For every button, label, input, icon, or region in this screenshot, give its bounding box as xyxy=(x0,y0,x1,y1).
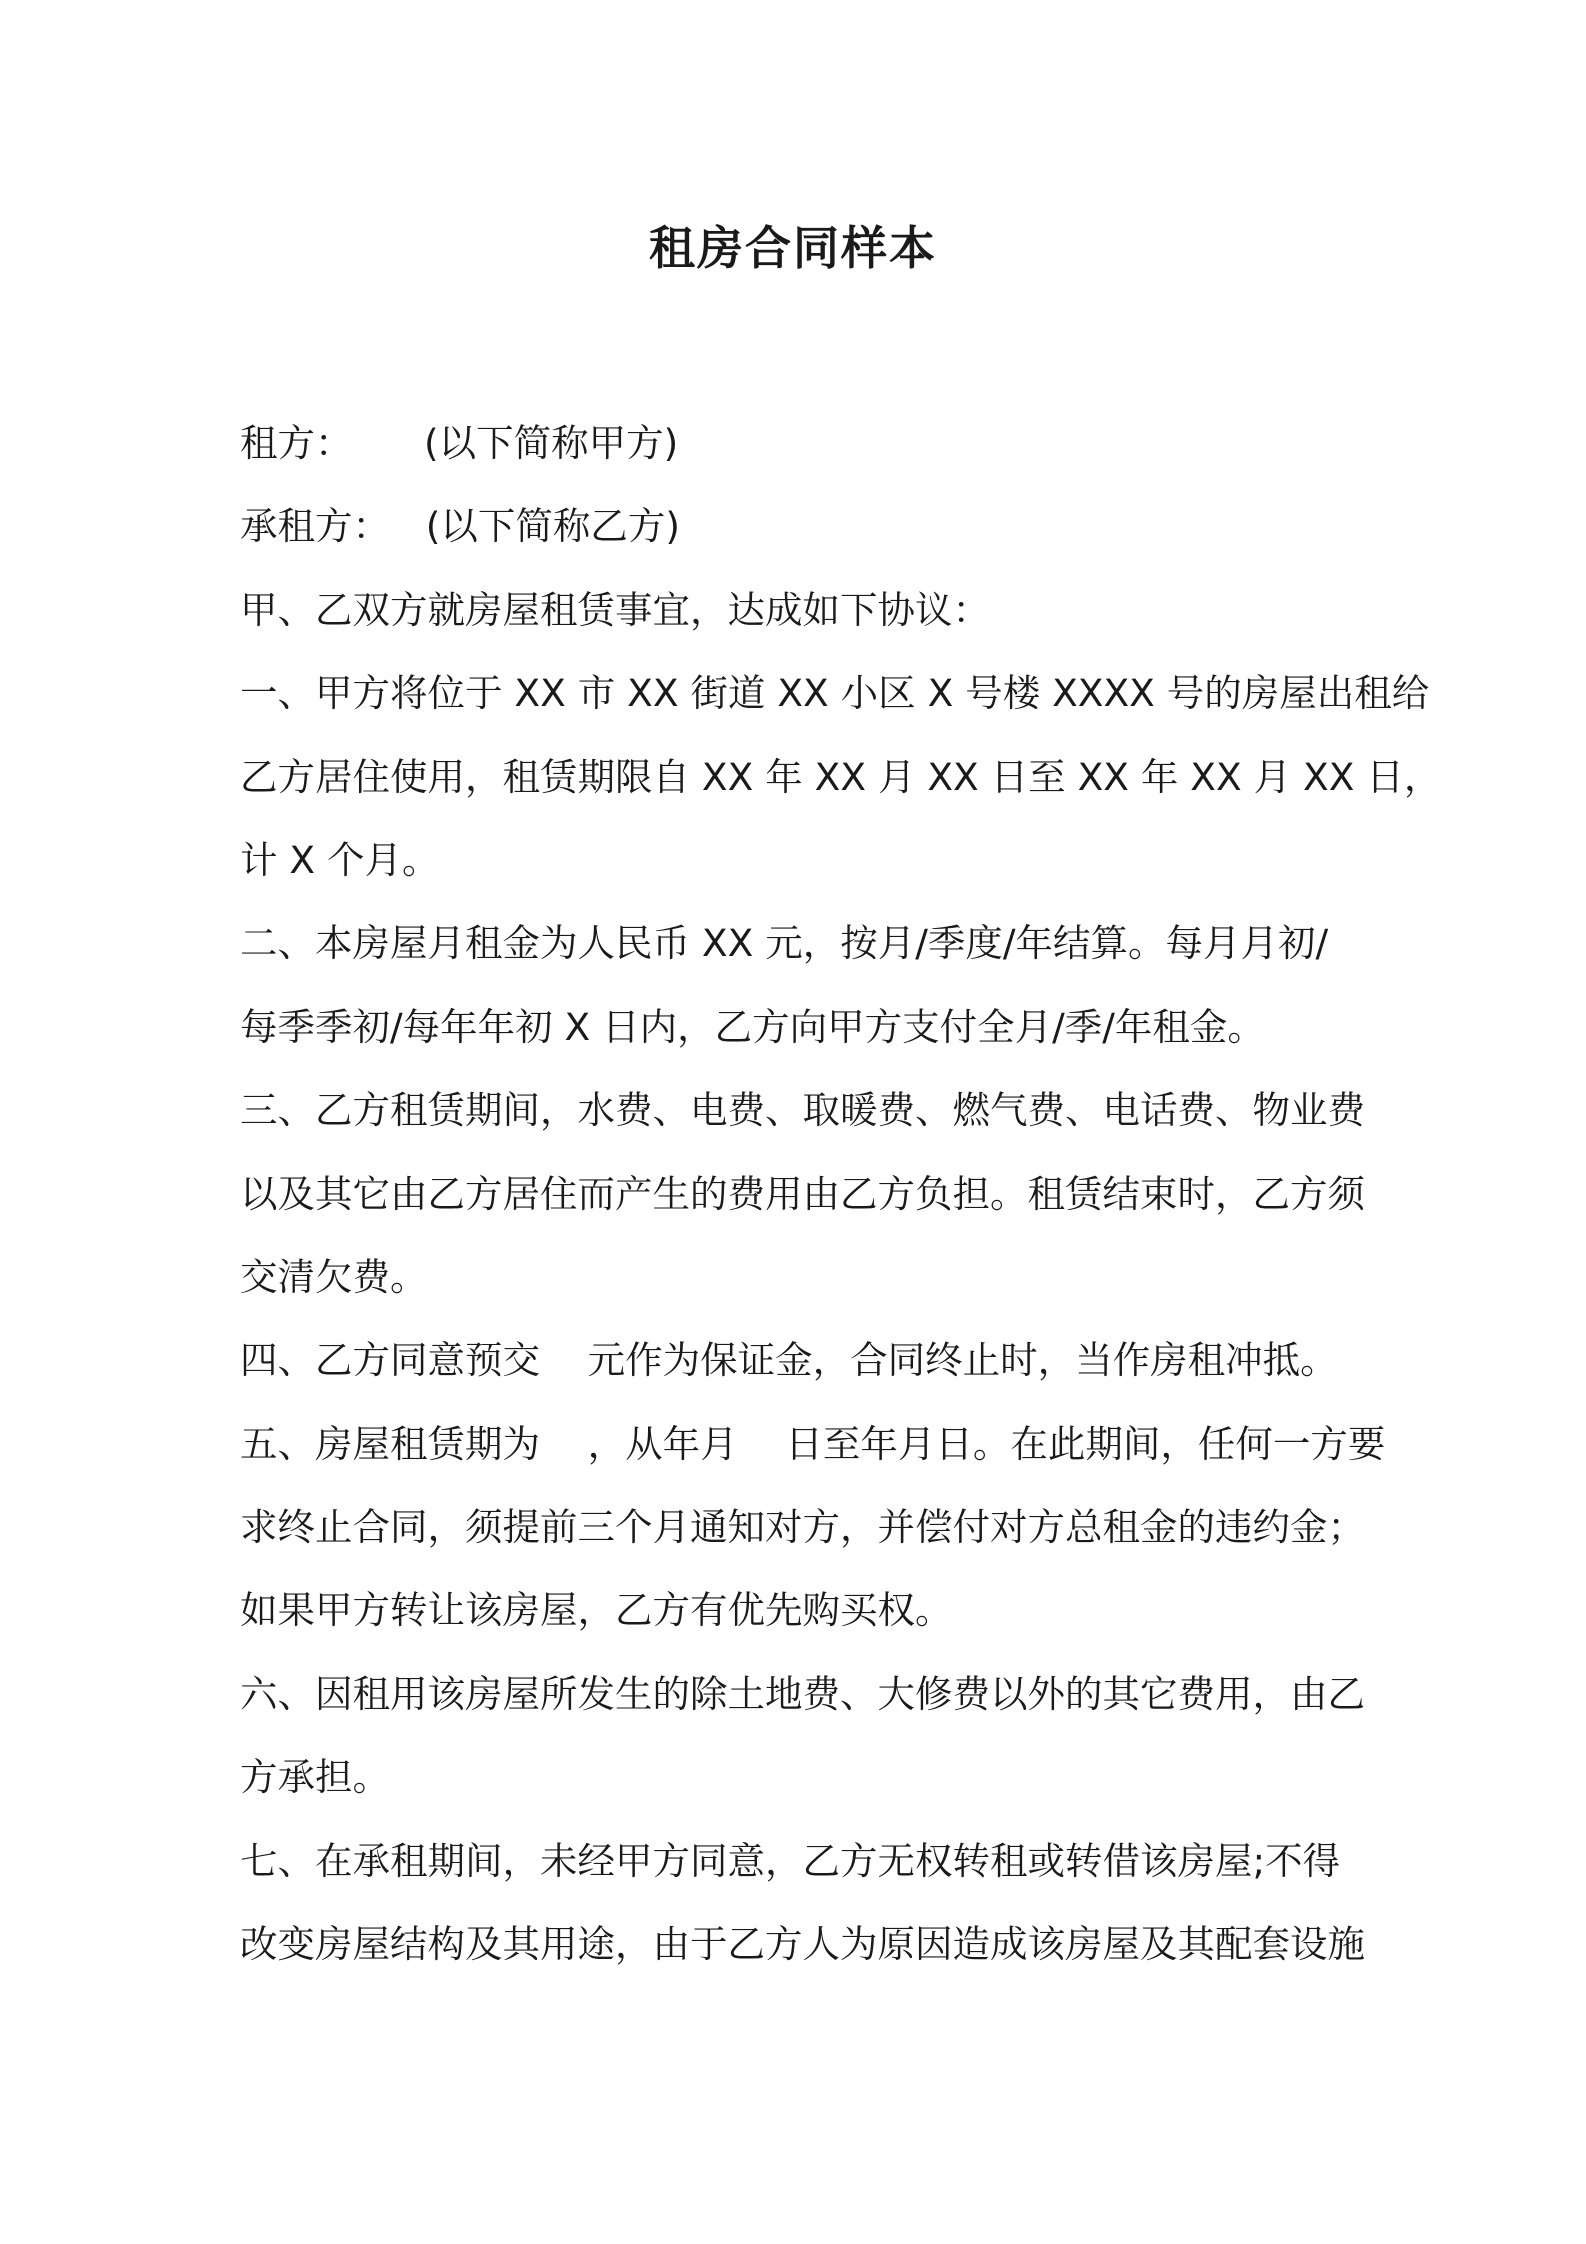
clause-1-line-2: 乙方居住使用，租赁期限自 XX 年 XX 月 XX 日至 XX 年 XX 月 XX 日， xyxy=(240,754,1442,799)
document-body xyxy=(240,402,1442,1986)
clause-6-line-1: 六、因租用该房屋所发生的除土地费、大修费以外的其它费用，由乙 xyxy=(240,1671,1365,1716)
clause-7-line-2: 改变房屋结构及其用途，由于乙方人为原因造成该房屋及其配套设施 xyxy=(240,1922,1365,1967)
clause-3-line-1: 三、乙方租赁期间，水费、电费、取暖费、燃气费、电话费、物业费 xyxy=(240,1088,1365,1133)
clause-5-line-2: 求终止合同，须提前三个月通知对方，并偿付对方总租金的违约金； xyxy=(240,1505,1365,1550)
clause-6-line-2: 方承担。 xyxy=(240,1755,390,1800)
clause-7-line-1: 七、在承租期间，未经甲方同意，乙方无权转租或转借该房屋;不得 xyxy=(240,1838,1341,1883)
clause-2-line-1: 二、本房屋月租金为人民币 XX 元，按月/季度/年结算。每月月初/ xyxy=(240,921,1329,966)
lessee-line: 承租方： (以下简称乙方) xyxy=(240,504,681,549)
clause-5-line-1: 五、房屋租赁期为 ，从年月 日至年月日。在此期间，任何一方要 xyxy=(240,1421,1386,1466)
clause-2-line-2: 每季季初/每年年初 X 日内，乙方向甲方支付全月/季/年租金。 xyxy=(240,1004,1265,1049)
clause-3-line-2: 以及其它由乙方居住而产生的费用由乙方负担。租赁结束时，乙方须 xyxy=(240,1171,1365,1216)
clause-1-line-1: 一、甲方将位于 XX 市 XX 街道 XX 小区 X 号楼 XXXX 号的房屋出租给 xyxy=(240,671,1430,716)
clause-3-line-3: 交清欠费。 xyxy=(240,1254,428,1299)
lessor-line: 租方： (以下简称甲方) xyxy=(240,421,679,465)
clause-4-line-1: 四、乙方同意预交 元作为保证金，合同终止时，当作房租冲抵。 xyxy=(240,1338,1338,1383)
agreement-intro-line: 甲、乙双方就房屋租赁事宜，达成如下协议： xyxy=(240,587,990,632)
clause-5-line-3: 如果甲方转让该房屋，乙方有优先购买权。 xyxy=(240,1588,953,1633)
document-title: 租房合同样本 xyxy=(649,221,937,275)
clause-1-line-3: 计 X 个月。 xyxy=(240,837,440,882)
